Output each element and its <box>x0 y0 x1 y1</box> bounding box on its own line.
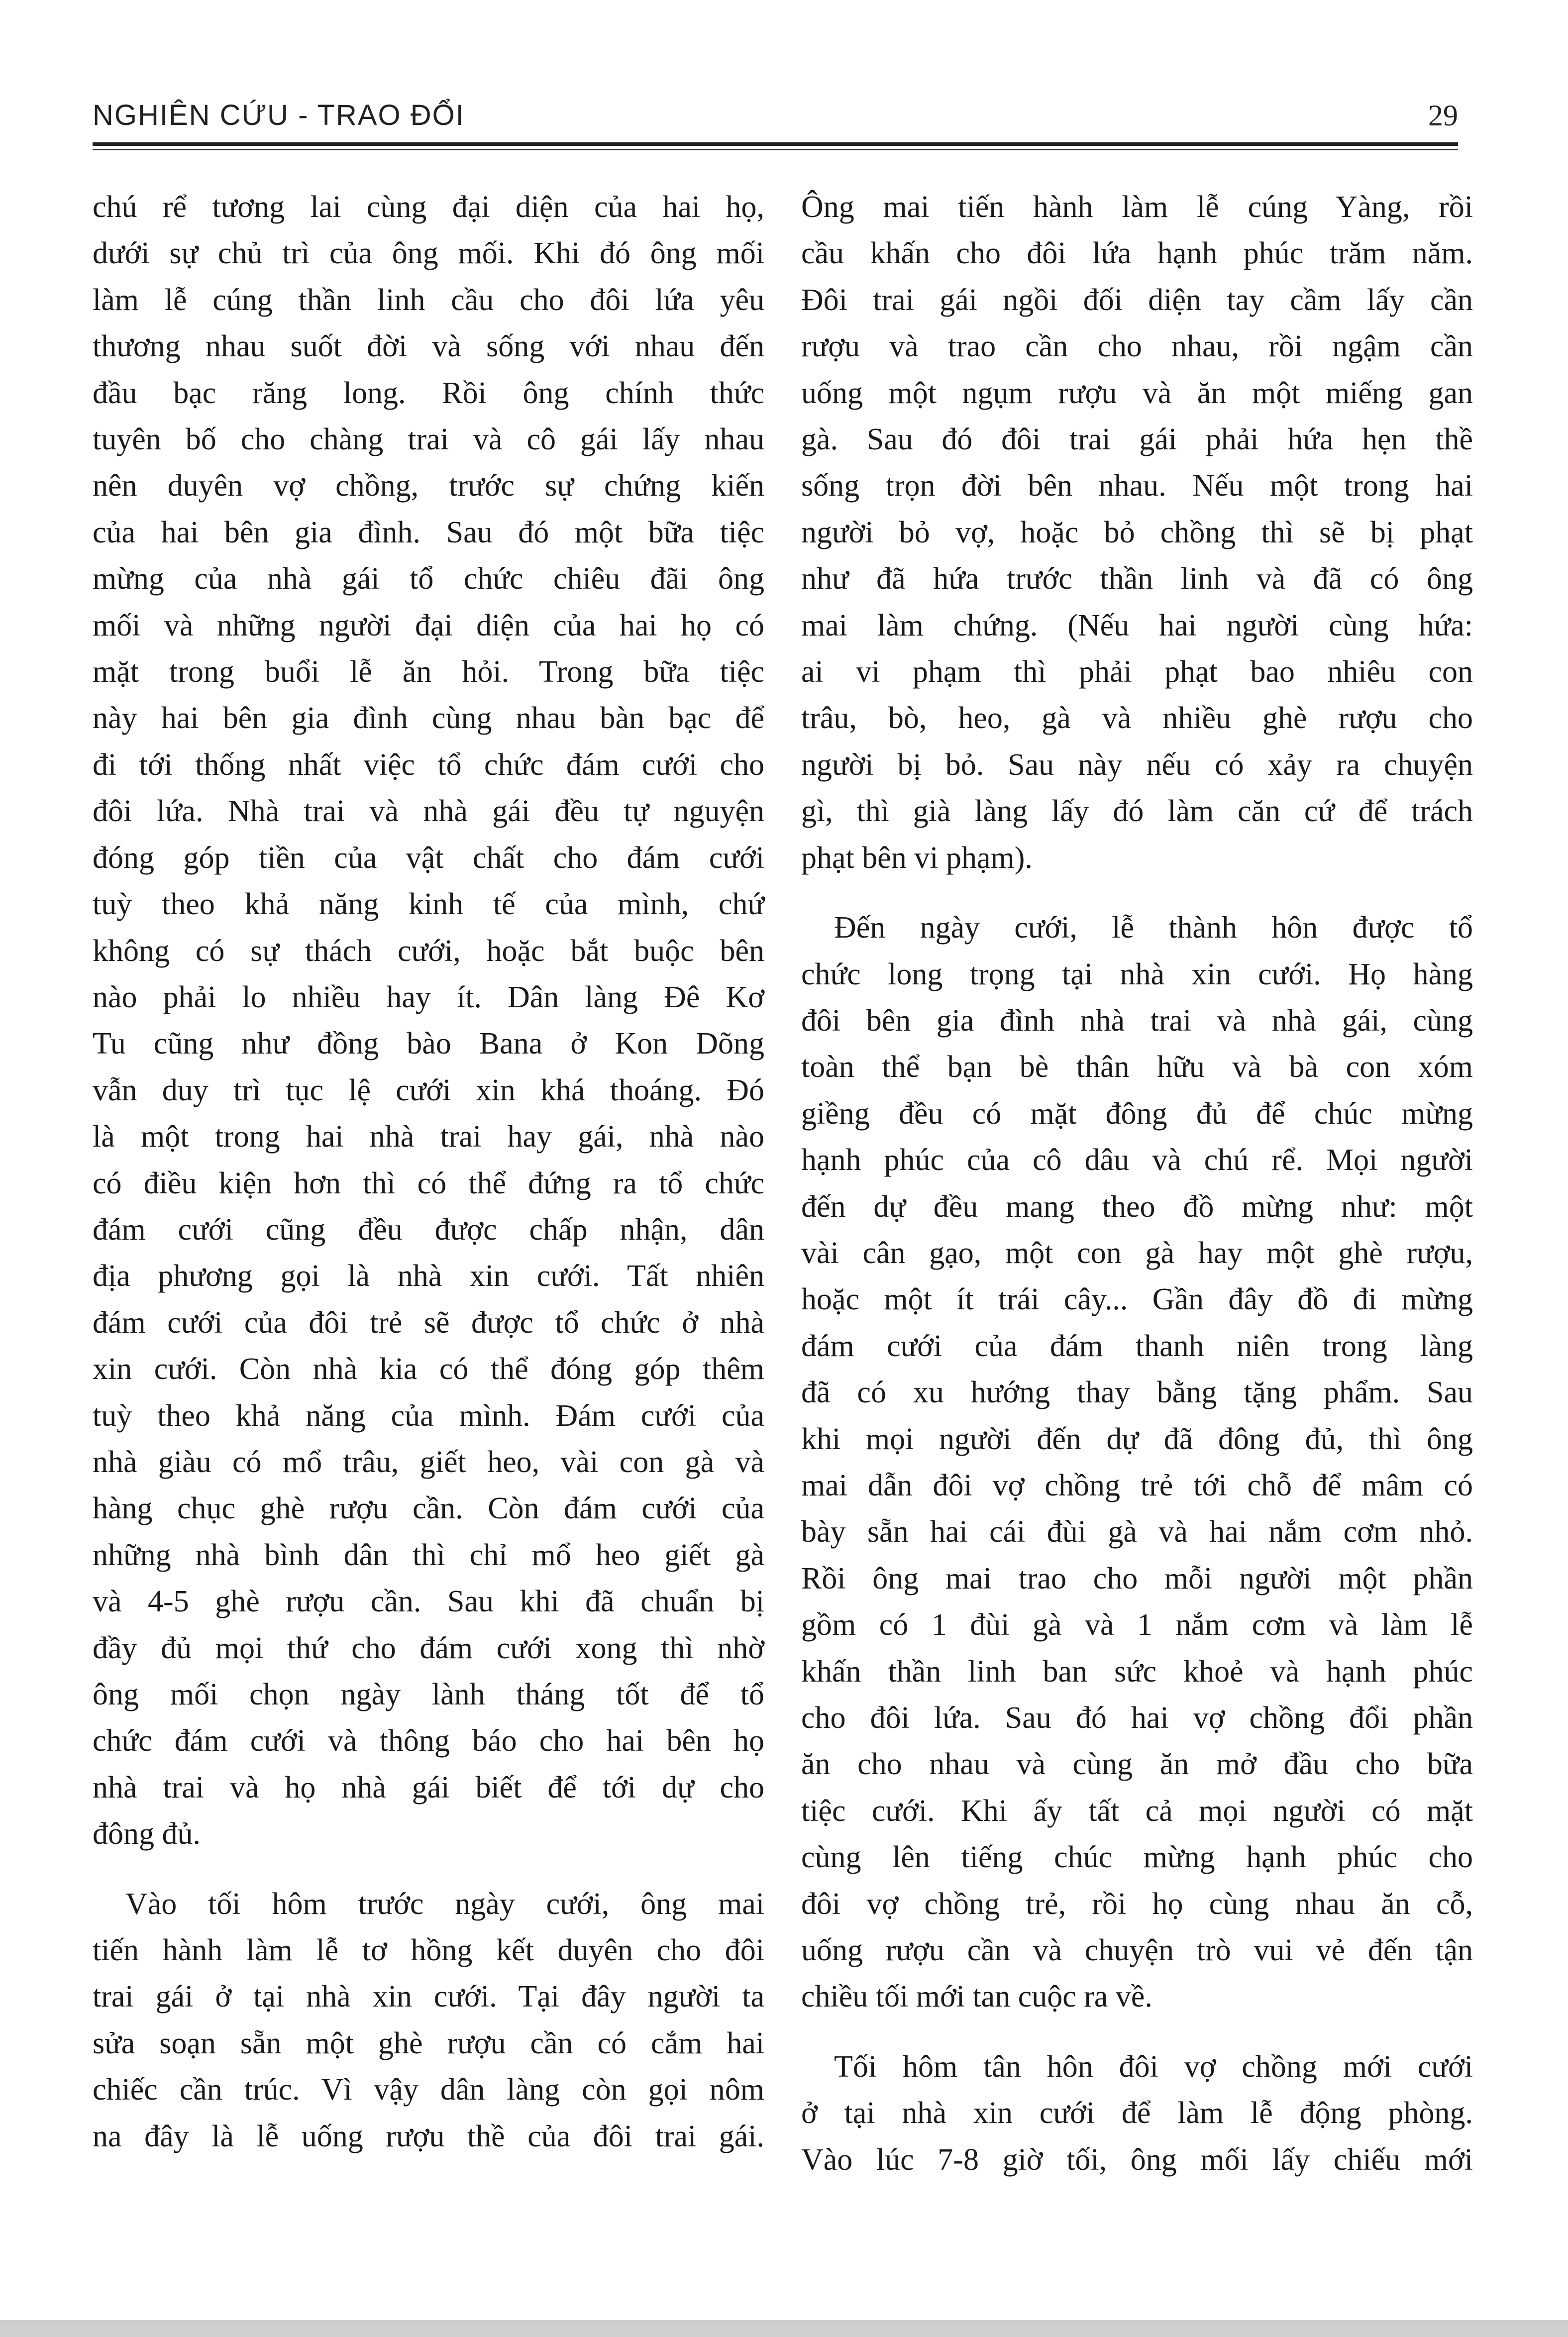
text-line: ai vi phạm thì phải phạt bao nhiêu con <box>801 655 1473 689</box>
section-title: NGHIÊN CỨU - TRAO ĐỔI <box>93 99 465 131</box>
text-line: cho đôi lứa. Sau đó hai vợ chồng đổi phần <box>801 1701 1473 1735</box>
text-line: mai làm chứng. (Nếu hai người cùng hứa: <box>801 608 1473 642</box>
text-line: không có sự thách cưới, hoặc bắt buộc bên <box>93 934 764 968</box>
text-line: xin cưới. Còn nhà kia có thể đóng góp thêm <box>93 1352 764 1386</box>
text-line: hoặc một ít trái cây... Gần đây đồ đi mừng <box>801 1282 1473 1317</box>
text-line: rượu và trao cần cho nhau, rồi ngậm cần <box>801 329 1473 364</box>
text-line: đầy đủ mọi thứ cho đám cưới xong thì nhờ <box>93 1631 764 1665</box>
text-line: người bị bỏ. Sau này nếu có xảy ra chuyện <box>801 747 1473 782</box>
text-line: tiệc cưới. Khi ấy tất cả mọi người có mặt <box>801 1794 1473 1828</box>
right-column <box>801 184 1473 2183</box>
text-line: Vào lúc 7-8 giờ tối, ông mối lấy chiếu mới <box>801 2142 1473 2177</box>
text-line: của hai bên gia đình. Sau đó một bữa tiệc <box>93 515 764 549</box>
text-line: nào phải lo nhiều hay ít. Dân làng Đê Kơ <box>93 980 764 1014</box>
text-line: nhà giàu có mổ trâu, giết heo, vài con gà và <box>93 1445 764 1479</box>
text-line: đám cưới cũng đều được chấp nhận, dân <box>93 1212 764 1247</box>
text-line: chức đám cưới và thông báo cho hai bên họ <box>93 1724 764 1758</box>
text-line: chú rể tương lai cùng đại diện của hai họ, <box>93 190 764 224</box>
text-line: hàng chục ghè rượu cần. Còn đám cưới của <box>93 1491 764 1526</box>
text-line: sửa soạn sẵn một ghè rượu cần có cắm hai <box>93 2026 764 2060</box>
text-line: uống rượu cần và chuyện trò vui vẻ đến tận <box>801 1933 1473 1968</box>
text-line: cầu khấn cho đôi lứa hạnh phúc trăm năm. <box>801 236 1473 271</box>
text-line: đám cưới của đôi trẻ sẽ được tổ chức ở nhà <box>93 1305 764 1340</box>
text-line: vẫn duy trì tục lệ cưới xin khá thoáng. Đó <box>93 1073 764 1107</box>
text-line: phạt bên vi phạm). <box>801 841 1033 875</box>
text-line: đôi bên gia đình nhà trai và nhà gái, cùng <box>801 1003 1473 1038</box>
text-line: chiều tối mới tan cuộc ra về. <box>801 1980 1152 2014</box>
text-line: đóng góp tiền của vật chất cho đám cưới <box>93 841 764 875</box>
text-line: bày sẵn hai cái đùi gà và hai nắm cơm nhỏ. <box>801 1515 1473 1549</box>
text-line: gà. Sau đó đôi trai gái phải hứa hẹn thề <box>801 423 1473 457</box>
text-line: đi tới thống nhất việc tổ chức đám cưới cho <box>93 747 764 782</box>
right-paragraph-3 <box>801 2044 1473 2183</box>
right-paragraph-2 <box>801 905 1473 2020</box>
text-line: giềng đều có mặt đông đủ để chúc mừng <box>801 1096 1473 1131</box>
text-line: đám cưới của đám thanh niên trong làng <box>801 1329 1473 1363</box>
text-line: Tu cũng như đồng bào Bana ở Kon Dõng <box>93 1027 764 1061</box>
text-line: như đã hứa trước thần linh và đã có ông <box>801 562 1473 596</box>
text-line: toàn thể bạn bè thân hữu và bà con xóm <box>801 1050 1473 1084</box>
text-line: ở tại nhà xin cưới để làm lễ động phòng. <box>801 2096 1473 2130</box>
header-rule-thick <box>93 142 1458 146</box>
text-line: gì, thì già làng lấy đó làm căn cứ để trách <box>801 794 1473 829</box>
text-line: mối và những người đại diện của hai họ có <box>93 608 764 642</box>
page-number: 29 <box>1428 99 1458 132</box>
text-line: Đôi trai gái ngồi đối diện tay cầm lấy cần <box>801 283 1473 317</box>
text-line: những nhà bình dân thì chỉ mổ heo giết gà <box>93 1538 764 1572</box>
text-line: địa phương gọi là nhà xin cưới. Tất nhiên <box>93 1259 764 1293</box>
text-line: đôi lứa. Nhà trai và nhà gái đều tự nguyện <box>93 794 764 829</box>
text-line: làm lễ cúng thần linh cầu cho đôi lứa yêu <box>93 283 764 317</box>
text-line: là một trong hai nhà trai hay gái, nhà nào <box>93 1120 764 1154</box>
text-line: đầu bạc răng long. Rồi ông chính thức <box>93 376 764 410</box>
text-line: vài cân gạo, một con gà hay một ghè rượu, <box>801 1236 1473 1270</box>
text-line: và 4-5 ghè rượu cần. Sau khi đã chuẩn bị <box>93 1585 764 1619</box>
left-paragraph-1 <box>93 184 764 1858</box>
left-paragraph-2 <box>93 1881 764 2160</box>
text-line: đôi vợ chồng trẻ, rồi họ cùng nhau ăn cỗ, <box>801 1887 1473 1921</box>
text-line: na đây là lễ uống rượu thề của đôi trai gái. <box>93 2119 764 2153</box>
text-line: Tối hôm tân hôn đôi vợ chồng mới cưới <box>834 2049 1473 2084</box>
text-line: này hai bên gia đình cùng nhau bàn bạc để <box>93 701 764 736</box>
text-line: mai dẫn đôi vợ chồng trẻ tới chỗ để mâm có <box>801 1468 1473 1502</box>
text-line: hạnh phúc của cô dâu và chú rể. Mọi người <box>801 1143 1473 1177</box>
text-line: ăn cho nhau và cùng ăn mở đầu cho bữa <box>801 1747 1473 1782</box>
text-line: khi mọi người đến dự đã đông đủ, thì ông <box>801 1422 1473 1456</box>
text-line: gồm có 1 đùi gà và 1 nắm cơm và làm lễ <box>801 1608 1473 1642</box>
text-line: có điều kiện hơn thì có thể đứng ra tổ chức <box>93 1166 764 1200</box>
text-line: nhà trai và họ nhà gái biết để tới dự cho <box>93 1770 764 1805</box>
text-line: Ông mai tiến hành làm lễ cúng Yàng, rồi <box>801 190 1473 224</box>
text-line: trâu, bò, heo, gà và nhiều ghè rượu cho <box>801 701 1473 736</box>
text-line: sống trọn đời bên nhau. Nếu một trong hai <box>801 469 1473 503</box>
text-line: mặt trong buổi lễ ăn hỏi. Trong bữa tiệc <box>93 655 764 689</box>
text-line: đến dự đều mang theo đồ mừng như: một <box>801 1189 1473 1224</box>
text-line: chức long trọng tại nhà xin cưới. Họ hàng <box>801 957 1473 991</box>
text-line: cùng lên tiếng chúc mừng hạnh phúc cho <box>801 1840 1473 1875</box>
scan-bottom-edge <box>0 2320 1568 2337</box>
text-line: uống một ngụm rượu và ăn một miếng gan <box>801 376 1473 410</box>
text-line: tiến hành làm lễ tơ hồng kết duyên cho đôi <box>93 1933 764 1968</box>
text-line: dưới sự chủ trì của ông mối. Khi đó ông mối <box>93 236 764 271</box>
text-line: tuỳ theo khả năng kinh tế của mình, chứ <box>93 887 764 922</box>
text-line: mừng của nhà gái tổ chức chiêu đãi ông <box>93 562 764 596</box>
text-line: nên duyên vợ chồng, trước sự chứng kiến <box>93 469 764 503</box>
text-line: ông mối chọn ngày lành tháng tốt để tổ <box>93 1678 764 1711</box>
text-line: tuyên bố cho chàng trai và cô gái lấy nhau <box>93 423 764 457</box>
header-rule-thin <box>93 149 1458 150</box>
text-line: chiếc cần trúc. Vì vậy dân làng còn gọi nôm <box>93 2073 764 2107</box>
page-header <box>93 95 1458 144</box>
text-line: người bỏ vợ, hoặc bỏ chồng thì sẽ bị phạt <box>801 515 1473 549</box>
left-column <box>93 184 764 2160</box>
text-line: đông đủ. <box>93 1817 201 1851</box>
right-paragraph-1 <box>801 184 1473 881</box>
text-line: tuỳ theo khả năng của mình. Đám cưới của <box>93 1398 764 1433</box>
text-line: Đến ngày cưới, lễ thành hôn được tổ <box>834 911 1473 945</box>
text-line: trai gái ở tại nhà xin cưới. Tại đây người ta <box>93 1980 764 2014</box>
text-line: Vào tối hôm trước ngày cưới, ông mai <box>125 1887 764 1921</box>
text-line: thương nhau suốt đời và sống với nhau đến <box>93 329 764 364</box>
text-line: đã có xu hướng thay bằng tặng phẩm. Sau <box>801 1376 1473 1410</box>
text-line: Rồi ông mai trao cho mỗi người một phần <box>801 1561 1473 1595</box>
text-line: khấn thần linh ban sức khoẻ và hạnh phúc <box>801 1654 1473 1689</box>
